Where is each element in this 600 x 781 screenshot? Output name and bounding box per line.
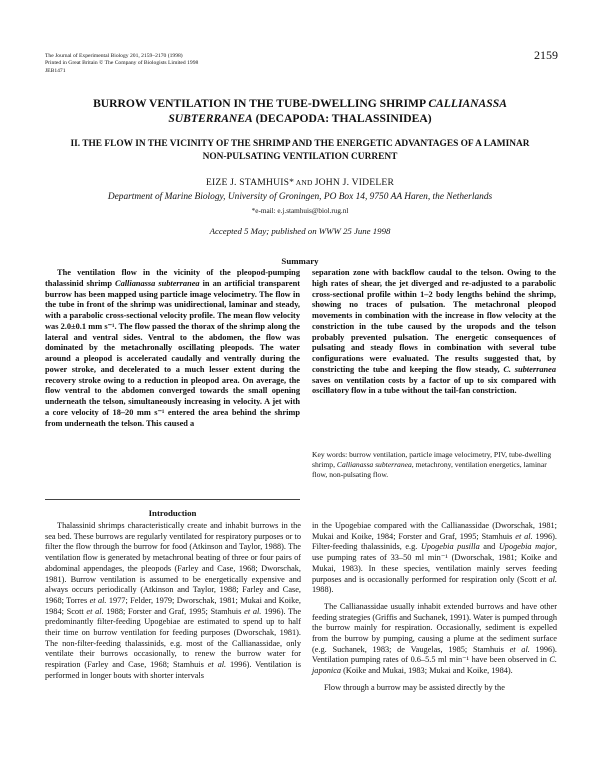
title-line2-suffix: (DECAPODA: THALASSINIDEA) (252, 112, 432, 125)
keywords-suffix: , metachrony, ventilation energetics, laminar flow, non-pulsating flow. (312, 460, 547, 480)
subtitle-line1: II. THE FLOW IN THE VICINITY OF THE SHRIMP AND THE ENERGETIC ADVANTAGES OF A LAMINAR (70, 139, 530, 149)
page-number: 2159 (534, 48, 558, 62)
summary-right-text-a: separation zone with backflow caudal to the telson. Owing to the high rates of shear, the jet diverged and re-adjusted to a parabolic cross-sectional profile within 1–2 body lengths behind the shrimp, showing no traces of pulsation. The metachronal pleopod movements in combination with the increase in flow velocity at the constriction in the tube caused by the uropods and the telson probably prevented pulsation. The energetic consequences of pulsating and steady flows in combination with several tube configurations were evaluated. The results suggested that, by constricting the tube and keeping the flow steady, (312, 268, 556, 374)
summary-left-species: Callianassa subterranea (115, 278, 200, 288)
journal-article-code: JEB1471 (45, 67, 66, 74)
introduction-heading: Introduction (148, 508, 197, 518)
intro-p1-text-e: 1996). Ventilation is performed in longer bouts with shorter intervals (45, 660, 301, 680)
corresponding-email: *e-mail: e.j.stamhuis@biol.rug.nl (251, 207, 349, 215)
article-subtitle (40, 138, 560, 164)
intro-r2-text-b: 1996). Ventilation pumping rates of 0.6–5.5 ml min⁻¹ have been observed in (312, 644, 557, 665)
summary-left-text-a: The ventilation flow in the vicinity of the pleopod-pumping thalassinid shrimp (45, 268, 300, 288)
intro-paragraph-1 (45, 521, 301, 682)
affiliation: Department of Marine Biology, University of Groningen, PO Box 14, 9750 AA Haren, the Netherlands (107, 192, 493, 202)
intro-r1-etal: et al. (515, 531, 533, 541)
accepted-date: Accepted 5 May; published on WWW 25 June 1998 (209, 226, 391, 236)
article-title (40, 96, 560, 126)
introduction-right-column (312, 521, 557, 694)
intro-p1-etal: et al. (89, 595, 107, 605)
intro-r2-species-japonica: C. japonica (312, 655, 557, 676)
intro-paragraph-3: Flow through a burrow may be assisted directly by the (324, 682, 505, 692)
journal-copyright: Printed in Great Britain © The Company of Biologists Limited 1998 (45, 60, 199, 67)
author-stamhuis: EIZE J. STAMHUIS* (205, 177, 295, 188)
summary-heading: Summary (281, 256, 319, 266)
intro-r1-species-major: Upogebia major (498, 542, 555, 552)
intro-r1-text-b: 1996). Filter-feeding thalassinids, e.g. (312, 531, 557, 552)
keywords-prefix: Key words: burrow ventilation, particle image velocimetry, PIV, tube-dwelling shrimp, (312, 450, 552, 470)
intro-r1-text-a: in the Upogebiae compared with the Callianassidae (Dworschak, 1981; Mukai and Koike, 1984; Forster and Graf, 1995; Stamhuis (312, 521, 557, 541)
intro-r1-text-c: , use pumping rates of 33–50 ml min⁻¹ (Dworschak, 1981; Koike and Mukai, 1983). In these species, ventilation mainly serves feeding purposes and is occasionally performed for respiration only (Scott (312, 542, 557, 584)
intro-p1-text-c: 1988; Forster and Graf, 1995; Stamhuis (103, 606, 245, 616)
intro-p1-text-a: Thalassinid shrimps characteristically create and inhabit burrows in the sea bed. These burrows are regularly ventilated for respiratory purposes or to filter the flow through the burrow for food (Atkinson and Taylor, 1988). The ventilation flow is generated by metachronal beating of three or four pairs of abdominal appendages, the pleopods (Farley and Case, 1968; Dworschak, 1981). Burrow ventilation is assumed to be energetically expensive and always occurs periodically (Atkinson and Taylor, 1988; Farley and Case, 1968; Torres (45, 521, 301, 605)
intro-r1-and: and (479, 542, 499, 552)
subtitle-line2: NON-PULSATING VENTILATION CURRENT (202, 152, 398, 162)
summary-left-text-b: in an artificial transparent burrow has been mapped using particle image velocimetry. The flow in the tube in front of the shrimp was unidirectional, laminar and steady, with a parabolic cross-sectional velocity profile. The mean flow velocity was 2.0±0.1 mm s⁻¹. The flow passed the thorax of the shrimp along the lateral and ventral sides. Ventral to the abdomen, the flow was dominated by the metachronally oscillating pleopods. The water around a pleopod is accelerated caudally and ventrally during the power stroke, and decelerated to a much lesser extent during the recovery stroke owing to a reduction in pleopod area. On average, the flow ventral to the abdomen converged towards the small opening underneath the telson, simultaneously increasing in velocity. A jet with a core velocity of 18–20 mm s⁻¹ entered the area behind the shrimp from underneath the telson. This caused a (45, 278, 300, 428)
authors-and: AND (294, 178, 315, 187)
summary-right-column (312, 268, 556, 397)
authors (40, 177, 560, 188)
keywords-species: Callianassa subterranea (336, 460, 412, 470)
title-line1-prefix: BURROW VENTILATION IN THE TUBE-DWELLING SHRIMP (93, 97, 429, 110)
intro-p1-text-d: 1996). The predominantly filter-feeding Upogebiae are estimated to spend up to half their time on burrow ventilation for feeding purposes (Dworschak, 1981). The non-filter-feeding thalassinids, e.g. most of the Callianassidae, only ventilate their burrows occasionally, to renew the burrow water for respiration (Farley and Case, 1968; Stamhuis (45, 606, 302, 670)
summary-right-species: C. subterranea (503, 364, 557, 374)
journal-header (45, 53, 198, 75)
title-genus: CALLIANASSA (428, 97, 507, 110)
intro-p1-etal: et al. (244, 606, 262, 616)
keywords (312, 450, 558, 481)
summary-left-column (45, 268, 300, 429)
intro-r2-etal: et al. (509, 644, 530, 654)
intro-paragraph-1-continued (312, 521, 557, 596)
intro-paragraph-2 (312, 602, 557, 677)
intro-p1-etal: et al. (207, 660, 227, 670)
intro-p1-etal: et al. (86, 606, 104, 616)
summary-right-text-b: saves on ventilation costs by a factor of up to six compared with oscillatory flow in a tube without the tail-fan constriction. (312, 375, 556, 396)
intro-p1-text-b: 1977; Felder, 1979; Dworschak, 1981; Mukai and Koike, 1984; Scott (45, 595, 301, 616)
author-videler: JOHN J. VIDELER (314, 177, 395, 188)
intro-r1-text-d: 1988). (312, 585, 334, 595)
intro-r1-etal: et al. (539, 574, 557, 584)
intro-r2-text-c: (Koike and Mukai, 1983; Mukai and Koike, 1984). (341, 666, 513, 676)
section-divider (45, 499, 300, 500)
journal-citation: The Journal of Experimental Biology 201, 2159–2170 (1998) (45, 53, 183, 59)
title-species: SUBTERRANEA (168, 112, 253, 125)
introduction-left-column (45, 521, 301, 682)
intro-r2-text-a: The Callianassidae usually inhabit extended burrows and have other feeding strategies (Griffis and Suchanek, 1991). Water is pumped through the burrow mainly for respiration. Occasionally, sediment is expelled from the burrow by pumping, causing a plume at the sediment surface (e.g. Suchanek, 1983; de Vaugelas, 1985; Stamhuis (312, 601, 557, 654)
intro-r1-species-pusilla: Upogebia pusilla (420, 542, 480, 552)
